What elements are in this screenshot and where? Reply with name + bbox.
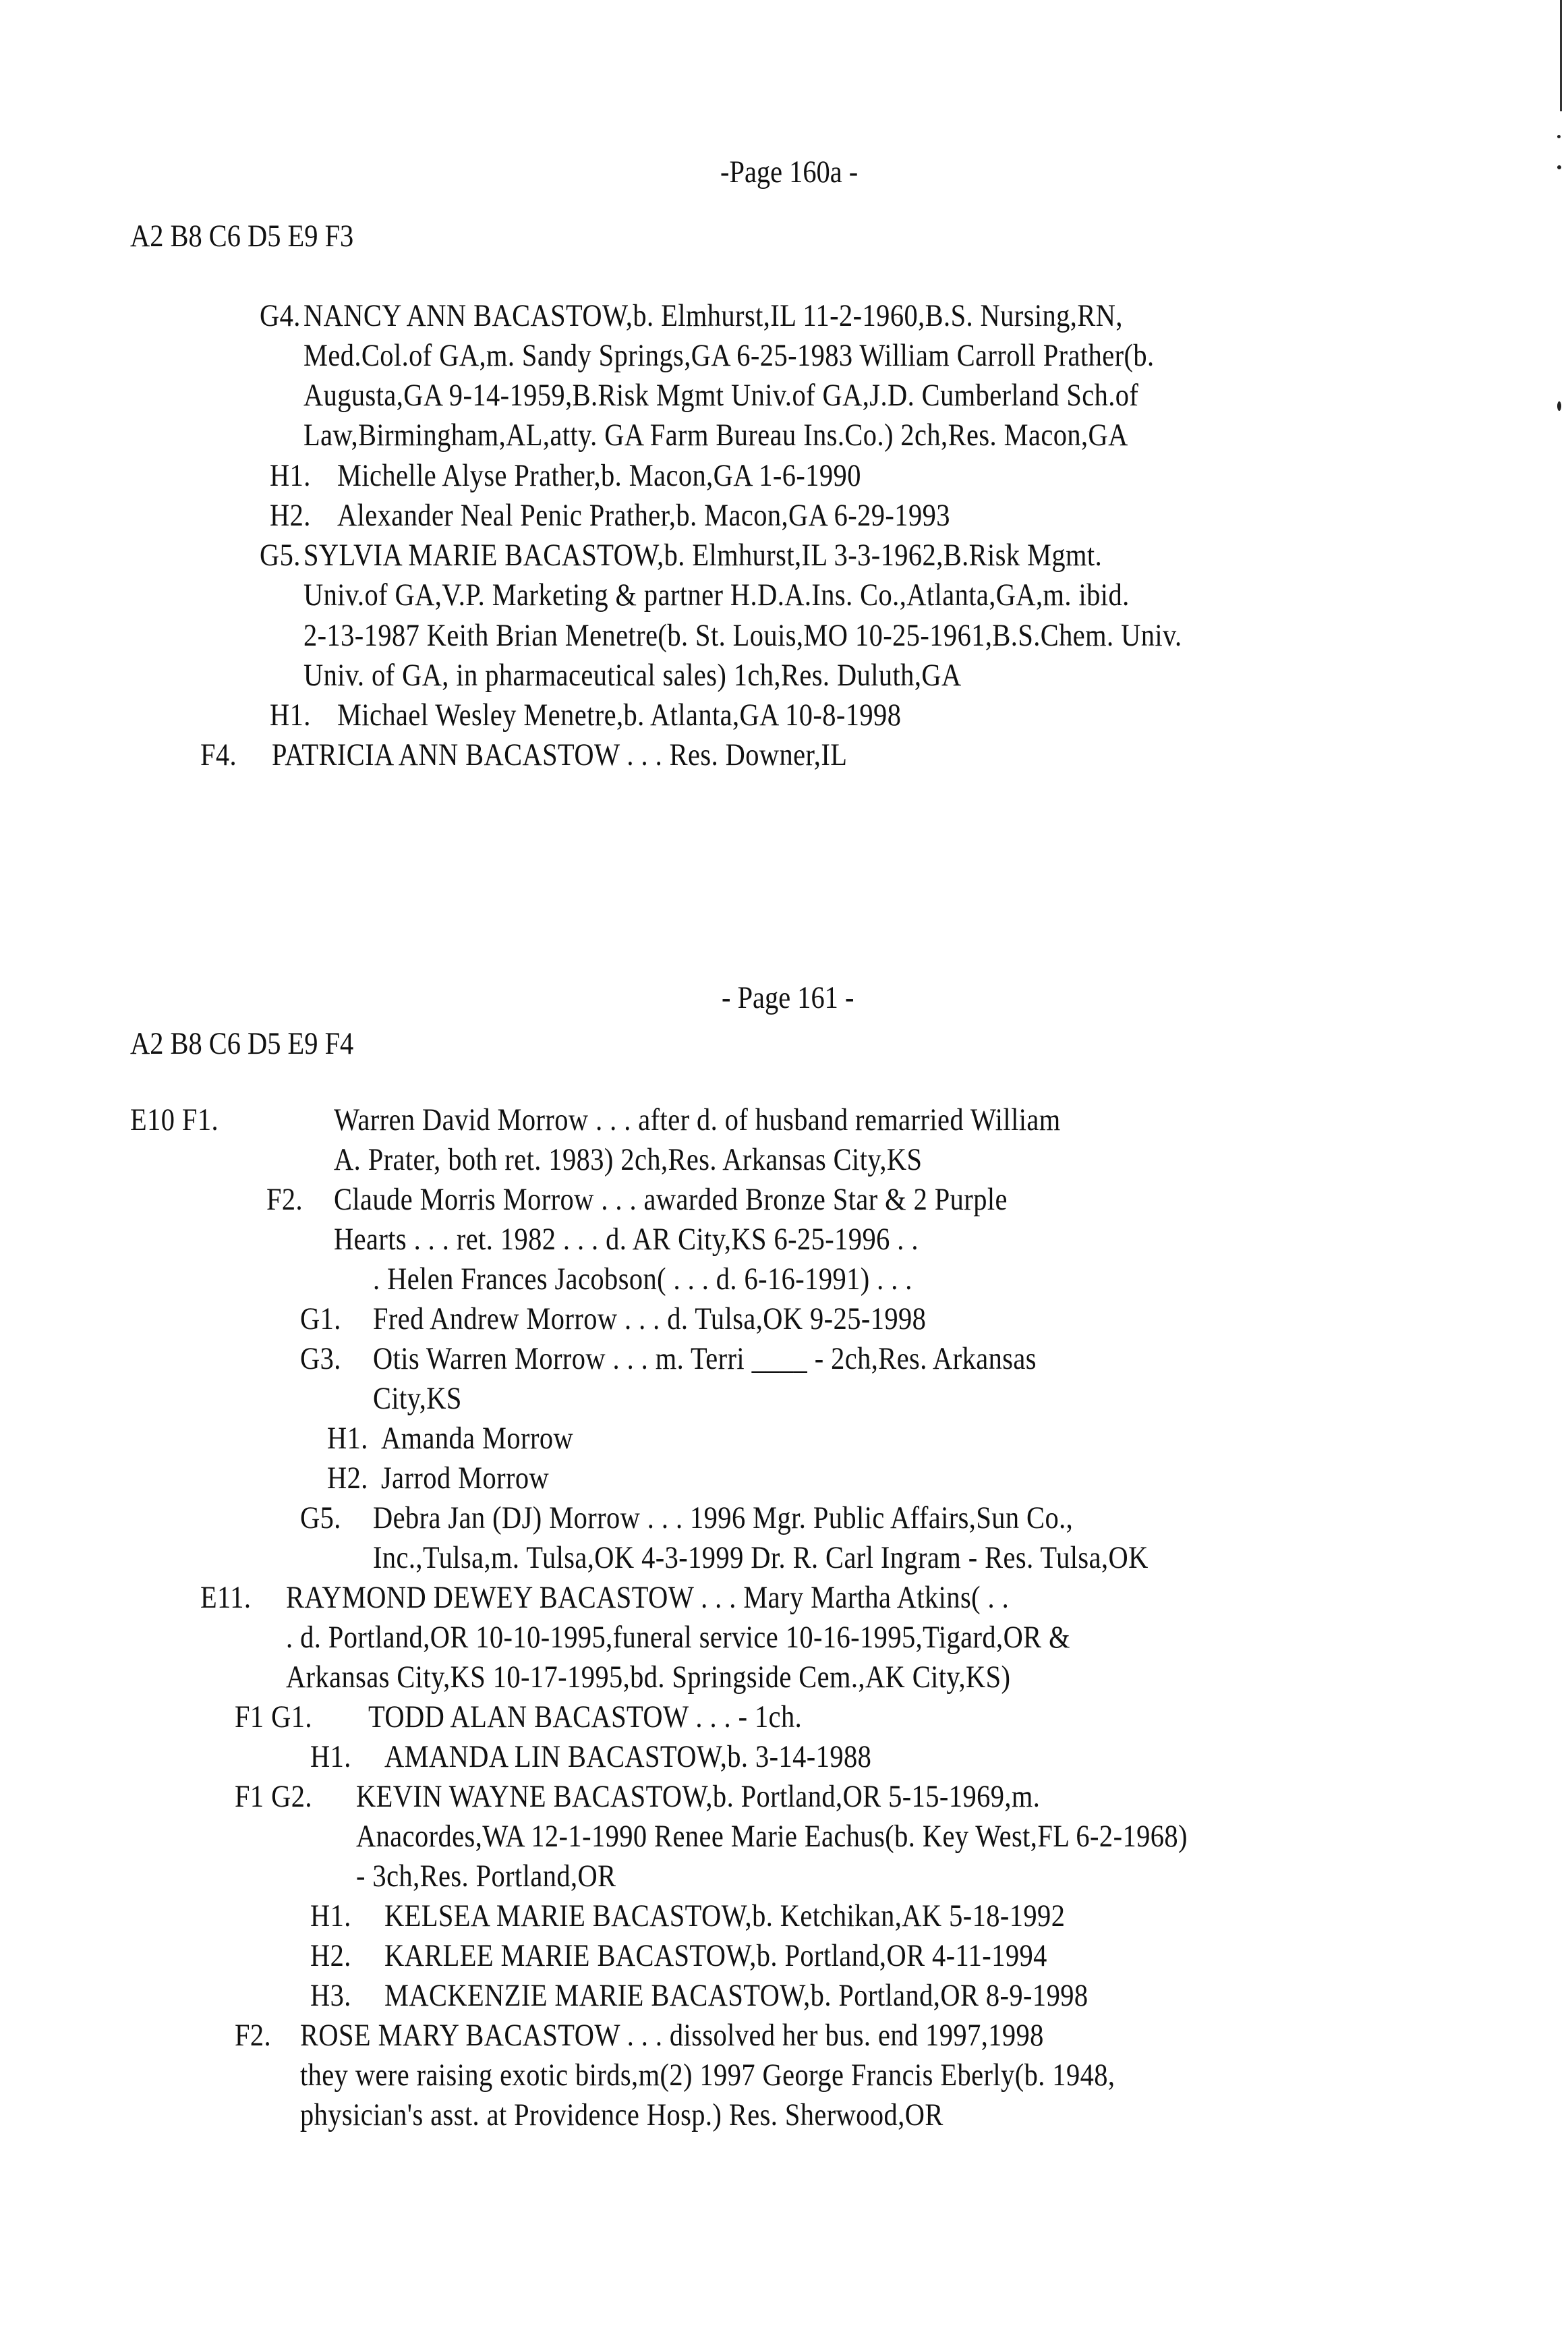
entry-label: F1 G2. [235,1779,312,1814]
entry-line [303,337,1155,374]
entry-text: SYLVIA MARIE BACASTOW,b. Elmhurst,IL 3-3-1962,B.Risk Mgmt. [303,538,1103,573]
entry-line [272,736,847,774]
entry-text: Jarrod Morrow [381,1461,550,1496]
entry-line [235,1698,312,1736]
entry-line [303,656,962,694]
entry-line [368,1698,802,1736]
entry-line [303,536,1102,574]
entry-line [235,1778,312,1815]
entry-line [310,1897,351,1935]
entry-text: Univ. of GA, in pharmaceutical sales) 1ch,Res. Duluth,GA [303,658,962,693]
entry-line [334,1220,919,1258]
entry-line [200,736,237,774]
entry-text: Law,Birmingham,AL,atty. GA Farm Bureau Ins.Co.) 2ch,Res. Macon,GA [303,418,1128,453]
entry-line [381,1459,549,1497]
entry-text: Anacordes,WA 12-1-1990 Renee Marie Eachus(b. Key West,FL 6-2-1968) [356,1819,1188,1854]
entry-line [373,1260,912,1298]
entry-label: E10 F1. [130,1102,219,1137]
entry-text: Hearts . . . ret. 1982 . . . d. AR City,KS 6-25-1996 . . [334,1222,919,1257]
entry-text: KEVIN WAYNE BACASTOW,b. Portland,OR 5-15-1969,m. [356,1779,1041,1814]
entry-line [337,457,861,494]
entry-text: RAYMOND DEWEY BACASTOW . . . Mary Martha Atkins( . . [286,1580,1010,1615]
scan-edge-line [1560,0,1562,111]
entry-text: Arkansas City,KS 10-17-1995,bd. Springside Cem.,AK City,KS) [286,1660,1011,1695]
entry-line [384,1897,1065,1935]
entry-label: F1 G1. [235,1699,312,1734]
entry-label: H2. [270,498,311,533]
entry-label: G5. [300,1500,341,1535]
entry-line [373,1499,1073,1537]
entry-label: H1. [310,1898,351,1933]
entry-text: MACKENZIE MARIE BACASTOW,b. Portland,OR 8-9-1998 [384,1978,1088,2013]
entry-text: Michael Wesley Menetre,b. Atlanta,GA 10-8-1998 [337,698,902,733]
entry-text: KARLEE MARIE BACASTOW,b. Portland,OR 4-11-1994 [384,1938,1047,1973]
entry-line [303,617,1182,654]
entry-line [300,1340,341,1378]
entry-line [286,1579,1009,1616]
entry-line [373,1300,926,1338]
entry-text: PATRICIA ANN BACASTOW . . . Res. Downer,IL [272,737,848,772]
page-number-161: - Page 161 - [722,980,854,1015]
entry-line [300,1300,341,1338]
entry-line [356,1817,1188,1855]
entry-text: physician's asst. at Providence Hosp.) Res. Sherwood,OR [300,2097,943,2132]
entry-line [286,1658,1010,1696]
entry-line [303,376,1138,414]
entry-text: NANCY ANN BACASTOW,b. Elmhurst,IL 11-2-1960,B.S. Nursing,RN, [303,298,1123,333]
scan-speck [1557,135,1561,138]
entry-text: City,KS [373,1381,462,1416]
entry-label: F2. [266,1182,303,1217]
scan-speck [1557,165,1561,169]
entry-line [235,2016,271,2054]
entry-line [384,1937,1047,1975]
entry-line [327,1419,368,1457]
entry-label: G5. [260,538,301,573]
entry-text: KELSEA MARIE BACASTOW,b. Ketchikan,AK 5-18-1992 [384,1898,1066,1933]
entry-line [300,2096,943,2134]
entry-line [384,1738,871,1776]
entry-label: F2. [235,2018,272,2053]
entry-text: Inc.,Tulsa,m. Tulsa,OK 4-3-1999 Dr. R. Carl Ingram - Res. Tulsa,OK [373,1540,1149,1575]
entry-line [373,1539,1149,1577]
page-number-160a: -Page 160a - [720,154,859,190]
entry-line [327,1459,368,1497]
entry-text: Univ.of GA,V.P. Marketing & partner H.D.A.Ins. Co.,Atlanta,GA,m. ibid. [303,577,1130,613]
entry-text: . Helen Frances Jacobson( . . . d. 6-16-1991) . . . [373,1262,912,1297]
entry-line [300,1499,341,1537]
entry-text: . d. Portland,OR 10-10-1995,funeral service 10-16-1995,Tigard,OR & [286,1620,1070,1655]
entry-label: H2. [310,1938,351,1973]
entry-line [334,1141,922,1179]
entry-line [200,1579,251,1616]
entry-text: Michelle Alyse Prather,b. Macon,GA 1-6-1990 [337,458,861,493]
entry-text: Otis Warren Morrow . . . m. Terri ____ - 2ch,Res. Arkansas [373,1341,1037,1376]
entry-label: H1. [310,1739,351,1774]
entry-text: ROSE MARY BACASTOW . . . dissolved her bus. end 1997,1998 [300,2018,1044,2053]
entry-text: Debra Jan (DJ) Morrow . . . 1996 Mgr. Public Affairs,Sun Co., [373,1500,1074,1535]
entry-line [260,297,301,335]
entry-line [310,1937,351,1975]
entry-text: Amanda Morrow [381,1421,574,1456]
entry-line [300,2016,1044,2054]
entry-label: G1. [300,1301,341,1336]
entry-line [270,457,311,494]
entry-text: Warren David Morrow . . . after d. of husband remarried William [334,1102,1061,1137]
entry-line [270,497,311,534]
lineage-header-f3: A2 B8 C6 D5 E9 F3 [130,219,354,254]
scan-speck [1557,401,1561,411]
entry-text: 2-13-1987 Keith Brian Menetre(b. St. Louis,MO 10-25-1961,B.S.Chem. Univ. [303,618,1182,653]
entry-text: AMANDA LIN BACASTOW,b. 3-14-1988 [384,1739,872,1774]
entry-line [373,1380,462,1417]
entry-line [334,1181,1008,1218]
entry-line [356,1857,616,1895]
entry-text: TODD ALAN BACASTOW . . . - 1ch. [368,1699,803,1734]
entry-line [300,2056,1115,2094]
entry-line [303,297,1123,335]
entry-label: F4. [200,737,237,772]
entry-label: H2. [327,1461,368,1496]
entry-line [381,1419,573,1457]
entry-line [384,1977,1088,2014]
entry-line [286,1618,1070,1656]
entry-label: H1. [327,1421,368,1456]
entry-line [310,1738,351,1776]
entry-text: Alexander Neal Penic Prather,b. Macon,GA 6-29-1993 [337,498,950,533]
entry-line [310,1977,351,2014]
entry-label: H1. [270,458,311,493]
entry-line [130,1101,219,1139]
entry-line [260,536,301,574]
entry-text: Claude Morris Morrow . . . awarded Bronze Star & 2 Purple [334,1182,1008,1217]
entry-line [303,576,1130,614]
entry-line [270,696,311,734]
entry-line [337,696,901,734]
entry-text: Augusta,GA 9-14-1959,B.Risk Mgmt Univ.of GA,J.D. Cumberland Sch.of [303,378,1139,413]
entry-label: H3. [310,1978,351,2013]
entry-line [266,1181,303,1218]
entry-label: G3. [300,1341,341,1376]
entry-text: Fred Andrew Morrow . . . d. Tulsa,OK 9-25-1998 [373,1301,927,1336]
entry-label: G4. [260,298,301,333]
entry-line [303,416,1128,454]
entry-text: Med.Col.of GA,m. Sandy Springs,GA 6-25-1983 William Carroll Prather(b. [303,338,1155,373]
entry-line [356,1778,1040,1815]
entry-line [334,1101,1061,1139]
entry-text: A. Prater, both ret. 1983) 2ch,Res. Arkansas City,KS [334,1142,923,1177]
entry-label: H1. [270,698,311,733]
entry-text: they were raising exotic birds,m(2) 1997 George Francis Eberly(b. 1948, [300,2058,1115,2093]
entry-line [373,1340,1037,1378]
lineage-header-f4: A2 B8 C6 D5 E9 F4 [130,1026,354,1061]
entry-label: E11. [200,1580,252,1615]
entry-text: - 3ch,Res. Portland,OR [356,1859,616,1894]
entry-line [337,497,950,534]
